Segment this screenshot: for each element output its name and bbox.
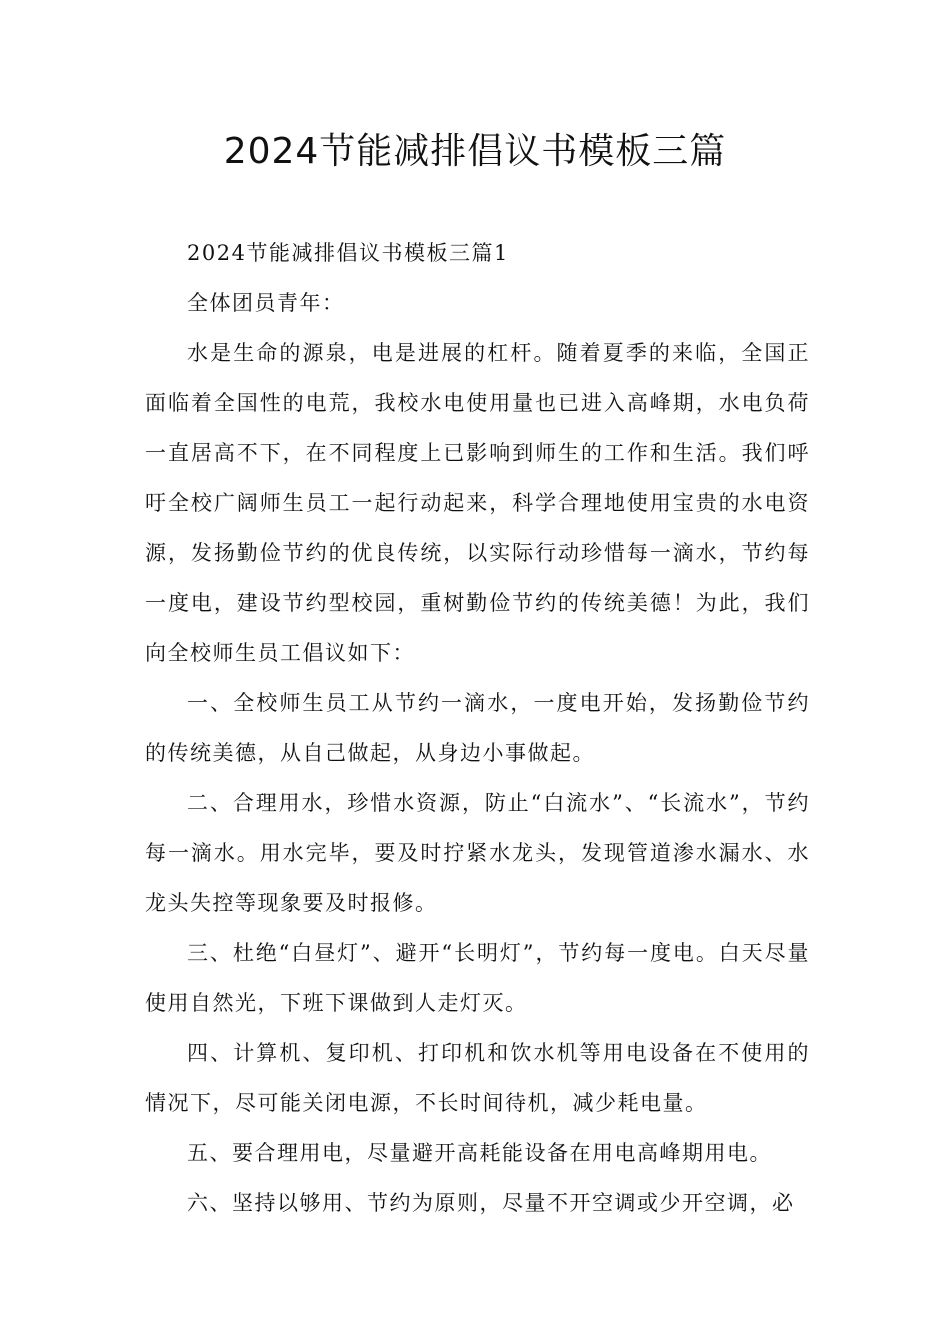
- proposal-item-5: 五、要合理用电，尽量避开高耗能设备在用电高峰期用电。: [187, 1141, 772, 1165]
- proposal-item-4: 四、计算机、复印机、打印机和饮水机等用电设备在不使用的情况下，尽可能关闭电源，不长时间待机，减少耗电量。: [145, 1041, 810, 1115]
- document-body: [145, 228, 810, 1228]
- proposal-item-2: 二、合理用水，珍惜水资源，防止“白流水”、“长流水”，节约每一滴水。用水完毕，要及时拧紧水龙头，发现管道渗水漏水、水龙头失控等现象要及时报修。: [145, 791, 810, 915]
- section-heading: 2024节能减排倡议书模板三篇1: [187, 241, 509, 265]
- salutation: 全体团员青年：: [187, 291, 345, 315]
- proposal-item-1: 一、全校师生员工从节约一滴水，一度电开始，发扬勤俭节约的传统美德，从自己做起，从身边小事做起。: [145, 691, 810, 765]
- document-title: 2024节能减排倡议书模板三篇: [223, 131, 727, 172]
- proposal-item-6: 六、坚持以够用、节约为原则，尽量不开空调或少开空调，必: [187, 1191, 795, 1215]
- proposal-item-3: 三、杜绝“白昼灯”、避开“长明灯”，节约每一度电。白天尽量使用自然光，下班下课做到人走灯灭。: [145, 941, 810, 1015]
- body-paragraph-intro: 水是生命的源泉，电是进展的杠杆。随着夏季的来临，全国正面临着全国性的电荒，我校水电使用量也已进入高峰期，水电负荷一直居高不下，在不同程度上已影响到师生的工作和生活。我们呼吁全校广阔师生员工一起行动起来，科学合理地使用宝贵的水电资源，发扬勤俭节约的优良传统，以实际行动珍惜每一滴水，节约每一度电，建设节约型校园，重树勤俭节约的传统美德！为此，我们向全校师生员工倡议如下：: [145, 341, 810, 665]
